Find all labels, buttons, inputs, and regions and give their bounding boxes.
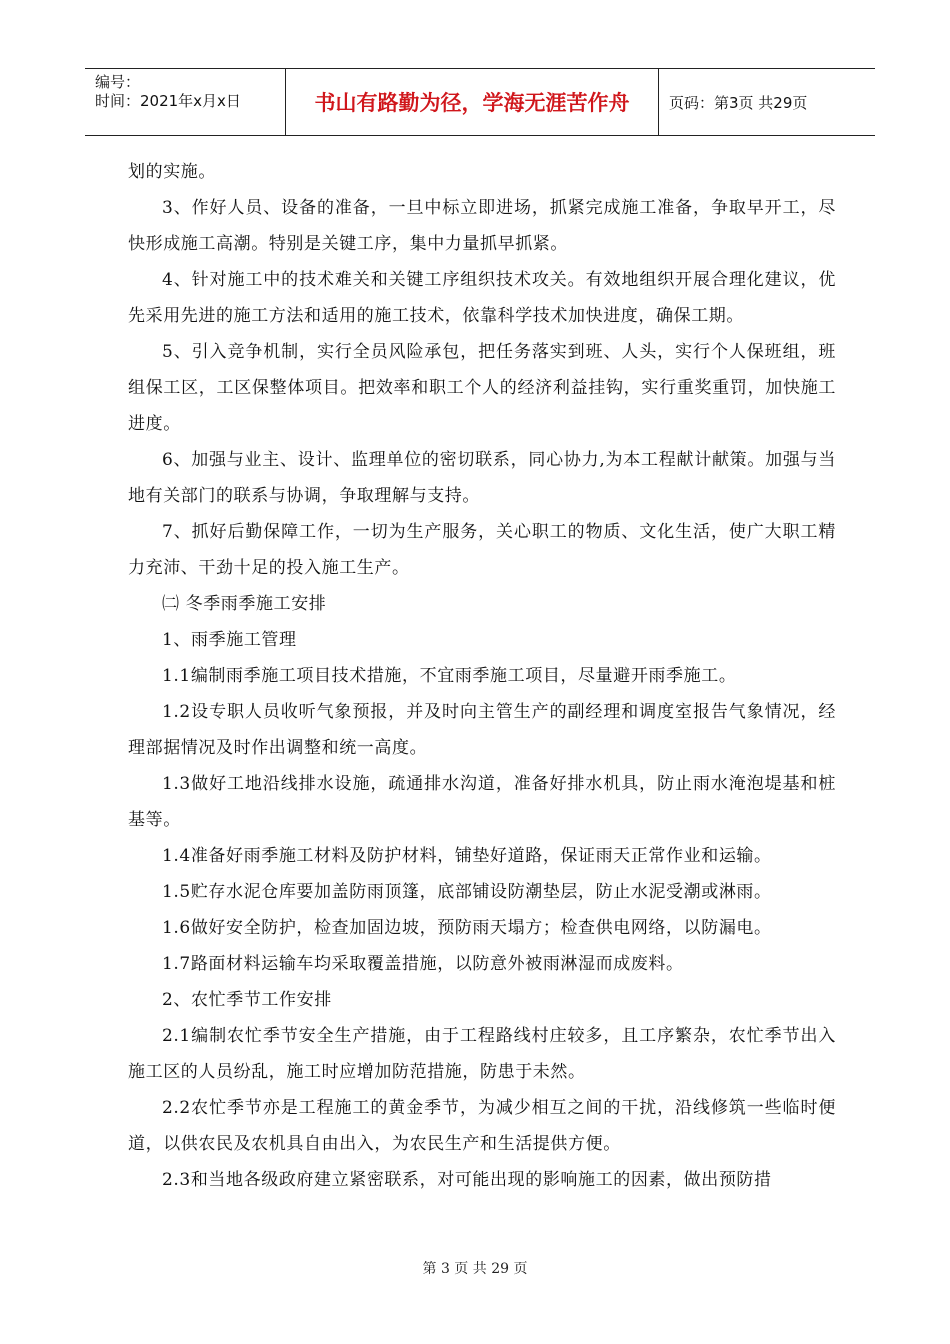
header-meta xyxy=(85,69,285,135)
paragraph-item-1-7: 1.7路面材料运输车均采取覆盖措施，以防意外被雨淋湿而成废料。 xyxy=(162,954,684,974)
paragraph-item-2-3: 2.3和当地各级政府建立紧密联系，对可能出现的影响施工的因素，做出预防措 xyxy=(162,1170,772,1190)
paragraph-item-7: 7、抓好后勤保障工作，一切为生产服务，关心职工的物质、文化生活，使广大职工精力充沛、干劲十足的投入施工生产。 xyxy=(128,522,836,578)
paragraph-item-1-3: 1.3做好工地沿线排水设施，疏通排水沟道，准备好排水机具，防止雨水淹泡堤基和桩基等。 xyxy=(128,774,836,830)
subsection-heading-busy-farming: 2、农忙季节工作安排 xyxy=(162,990,332,1010)
paragraph-item-1-4: 1.4准备好雨季施工材料及防护材料，铺垫好道路，保证雨天正常作业和运输。 xyxy=(162,846,772,866)
document-number-label: 编号： xyxy=(95,73,141,91)
document-time-label: 时间：2021年x月x日 xyxy=(95,92,241,110)
document-body xyxy=(128,154,836,1198)
paragraph-item-1-5: 1.5贮存水泥仓库要加盖防雨顶篷，底部铺设防潮垫层，防止水泥受潮或淋雨。 xyxy=(162,882,772,902)
paragraph-item-6: 6、加强与业主、设计、监理单位的密切联系，同心协力,为本工程献计献策。加强与当地有关部门的联系与协调，争取理解与支持。 xyxy=(128,450,836,506)
section-heading-winter-rainy: ㈡ 冬季雨季施工安排 xyxy=(162,594,327,614)
paragraph-item-1-6: 1.6做好安全防护，检查加固边坡，预防雨天塌方；检查供电网络，以防漏电。 xyxy=(162,918,772,938)
subsection-heading-rainy-management: 1、雨季施工管理 xyxy=(162,630,297,650)
paragraph-item-3: 3、作好人员、设备的准备，一旦中标立即进场，抓紧完成施工准备，争取早开工，尽快形成施工高潮。特别是关键工序，集中力量抓早抓紧。 xyxy=(128,198,836,254)
paragraph-item-1-1: 1.1编制雨季施工项目技术措施，不宜雨季施工项目，尽量避开雨季施工。 xyxy=(162,666,737,686)
paragraph-item-4: 4、针对施工中的技术难关和关键工序组织技术攻关。有效地组织开展合理化建议，优先采用先进的施工方法和适用的施工技术，依靠科学技术加快进度，确保工期。 xyxy=(128,270,836,326)
paragraph-item-2-2: 2.2农忙季节亦是工程施工的黄金季节，为减少相互之间的干扰，沿线修筑一些临时便道，以供农民及农机具自由出入，为农民生产和生活提供方便。 xyxy=(128,1098,836,1154)
paragraph-item-2-1: 2.1编制农忙季节安全生产措施，由于工程路线村庄较多，且工序繁杂，农忙季节出入施工区的人员纷乱，施工时应增加防范措施，防患于未然。 xyxy=(128,1026,836,1082)
header-motto: 书山有路勤为径，学海无涯苦作舟 xyxy=(285,69,659,135)
paragraph-continuation: 划的实施。 xyxy=(128,162,216,182)
page-header xyxy=(85,68,875,136)
header-page-number: 页码：第3页 共29页 xyxy=(669,93,808,112)
paragraph-item-5: 5、引入竞争机制，实行全员风险承包，把任务落实到班、人头，实行个人保班组，班组保工区，工区保整体项目。把效率和职工个人的经济利益挂钩，实行重奖重罚，加快施工进度。 xyxy=(128,342,836,434)
paragraph-item-1-2: 1.2设专职人员收听气象预报，并及时向主管生产的副经理和调度室报告气象情况，经理部据情况及时作出调整和统一高度。 xyxy=(128,702,836,758)
page-footer: 第 3 页 共 29 页 xyxy=(422,1261,528,1277)
